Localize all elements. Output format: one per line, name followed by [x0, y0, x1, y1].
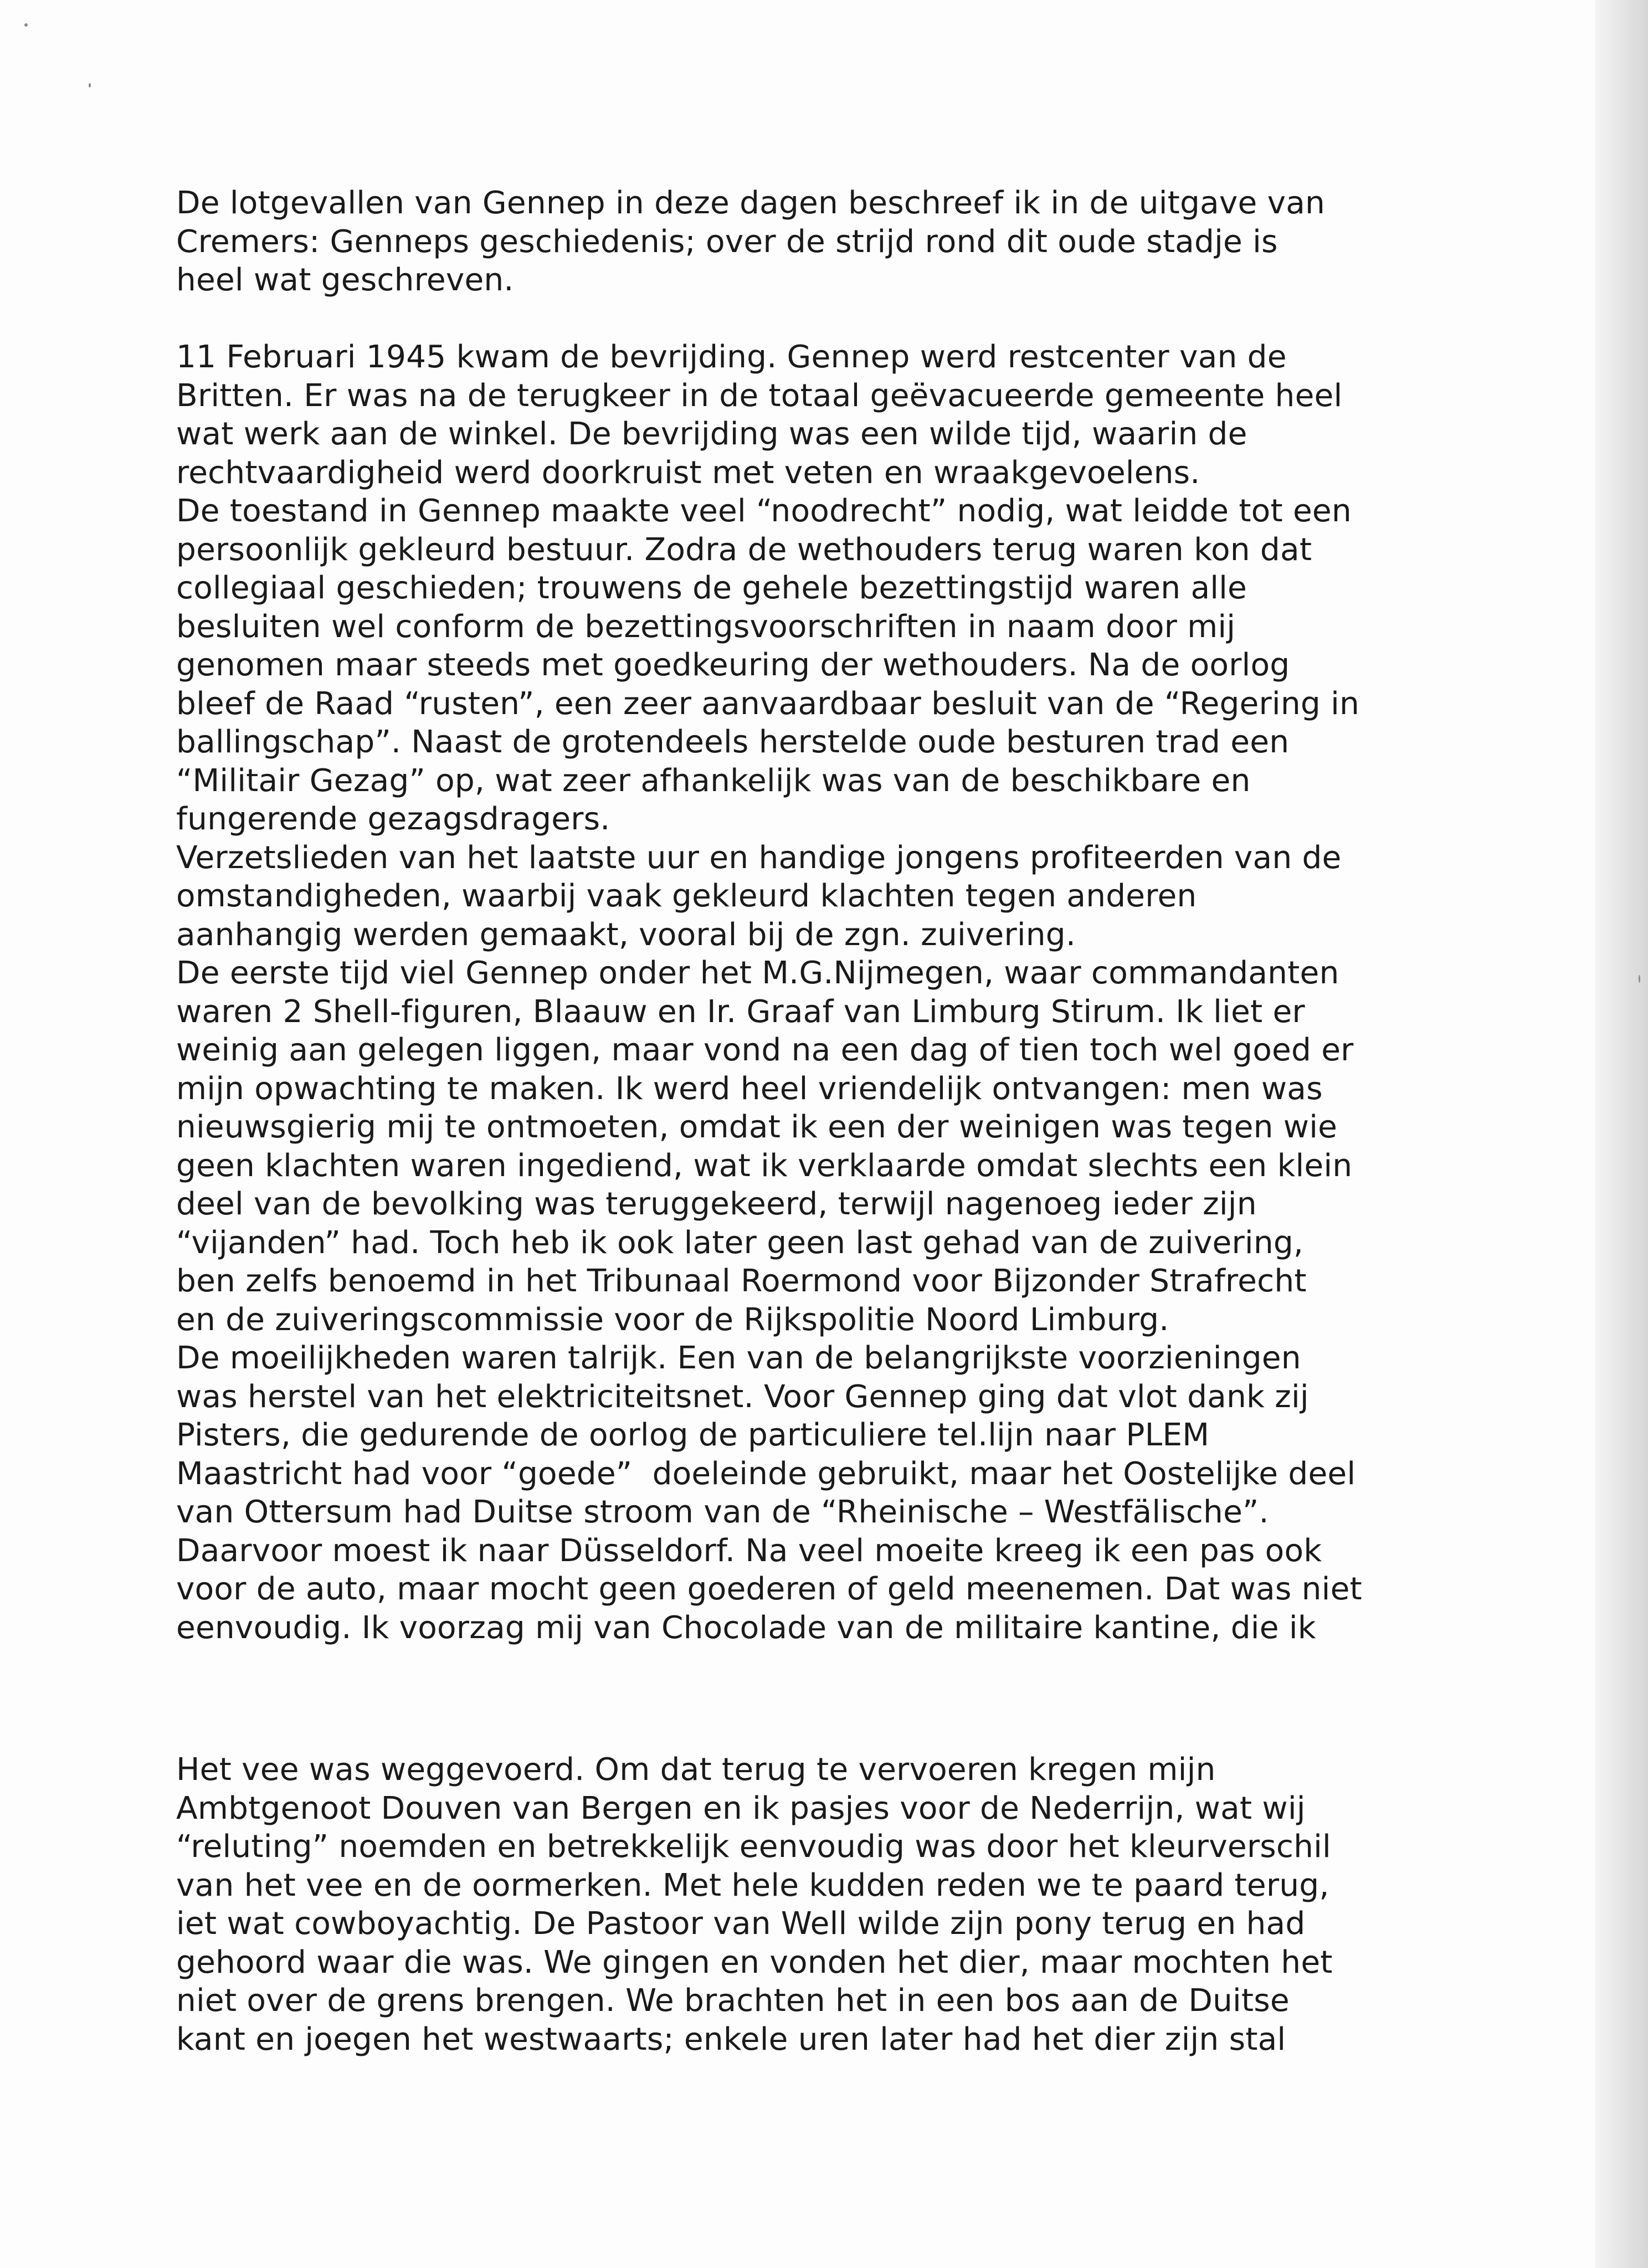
text-line: fungerende gezagsdragers.	[176, 801, 610, 837]
text-line: eenvoudig. Ik voorzag mij van Chocolade van de militaire kantine, die ik	[176, 1609, 1316, 1646]
text-line: Cremers: Genneps geschiedenis; over de strijd rond dit oude stadje is	[176, 223, 1278, 260]
text-line: kant en joegen het westwaarts; enkele uren later had het dier zijn stal	[176, 2021, 1286, 2057]
text-line: 11 Februari 1945 kwam de bevrijding. Gennep werd restcenter van de	[176, 339, 1287, 375]
paragraph-3	[176, 1751, 1439, 2059]
text-line: Maastricht had voor “goede” doeleinde gebruikt, maar het Oostelijke deel	[176, 1455, 1356, 1492]
text-line: “vijanden” had. Toch heb ik ook later geen last gehad van de zuivering,	[176, 1224, 1304, 1261]
text-line: De moeilijkheden waren talrijk. Een van de belangrijkste voorzieningen	[176, 1340, 1301, 1376]
text-line: voor de auto, maar mocht geen goederen of geld meenemen. Dat was niet	[176, 1571, 1362, 1607]
scanner-edge-shadow	[1595, 0, 1648, 2268]
text-line: van het vee en de oormerken. Met hele kudden reden we te paard terug,	[176, 1867, 1329, 1903]
text-line: en de zuiveringscommissie voor de Rijkspolitie Noord Limburg.	[176, 1301, 1169, 1338]
text-line: wat werk aan de winkel. De bevrijding was een wilde tijd, waarin de	[176, 416, 1247, 452]
text-line: mijn opwachting te maken. Ik werd heel vriendelijk ontvangen: men was	[176, 1070, 1323, 1107]
text-line: bleef de Raad “rusten”, een zeer aanvaardbaar besluit van de “Regering in	[176, 685, 1359, 722]
text-line: weinig aan gelegen liggen, maar vond na een dag of tien toch wel goed er	[176, 1032, 1354, 1068]
text-line: geen klachten waren ingediend, wat ik verklaarde omdat slechts een klein	[176, 1147, 1353, 1184]
text-line: Het vee was weggevoerd. Om dat terug te vervoeren kregen mijn	[176, 1752, 1216, 1788]
text-line: gehoord waar die was. We gingen en vonden het dier, maar mochten het	[176, 1944, 1333, 1980]
text-line: besluiten wel conform de bezettingsvoorschriften in naam door mij	[176, 608, 1236, 645]
scan-speck	[24, 23, 28, 27]
text-line: persoonlijk gekleurd bestuur. Zodra de wethouders terug waren kon dat	[176, 531, 1312, 568]
text-line: De lotgevallen van Gennep in deze dagen beschreef ik in de uitgave van	[176, 185, 1326, 221]
text-line: De toestand in Gennep maakte veel “noodrecht” nodig, wat leidde tot een	[176, 493, 1352, 529]
text-line: was herstel van het elektriciteitsnet. Voor Gennep ging dat vlot dank zij	[176, 1378, 1309, 1415]
text-line: collegiaal geschieden; trouwens de gehele bezettingstijd waren alle	[176, 570, 1247, 606]
text-line: ballingschap”. Naast de grotendeels herstelde oude besturen trad een	[176, 724, 1290, 760]
text-line: Ambtgenoot Douven van Bergen en ik pasjes voor de Nederrijn, wat wij	[176, 1790, 1306, 1826]
paragraph-2	[176, 338, 1439, 1647]
text-line: heel wat geschreven.	[176, 262, 514, 298]
text-line: Pisters, die gedurende de oorlog de particuliere tel.lijn naar PLEM	[176, 1417, 1210, 1453]
scan-speck	[1639, 975, 1640, 983]
text-line: “reluting” noemden en betrekkelijk eenvoudig was door het kleurverschil	[176, 1829, 1331, 1865]
text-line: genomen maar steeds met goedkeuring der wethouders. Na de oorlog	[176, 647, 1290, 683]
text-line: iet wat cowboyachtig. De Pastoor van Well wilde zijn pony terug en had	[176, 1906, 1306, 1942]
paragraph-1	[176, 184, 1439, 300]
text-line: omstandigheden, waarbij vaak gekleurd klachten tegen anderen	[176, 878, 1197, 914]
text-line: niet over de grens brengen. We brachten het in een bos aan de Duitse	[176, 1983, 1290, 2019]
scan-speck	[89, 83, 91, 88]
text-line: ben zelfs benoemd in het Tribunaal Roermond voor Bijzonder Strafrecht	[176, 1263, 1307, 1299]
text-line: rechtvaardigheid werd doorkruist met veten en wraakgevoelens.	[176, 454, 1200, 491]
text-line: Daarvoor moest ik naar Düsseldorf. Na veel moeite kreeg ik een pas ook	[176, 1532, 1322, 1569]
text-line: aanhangig werden gemaakt, vooral bij de zgn. zuivering.	[176, 916, 1076, 953]
text-line: Britten. Er was na de terugkeer in de totaal geëvacueerde gemeente heel	[176, 377, 1343, 414]
text-line: “Militair Gezag” op, wat zeer afhankelijk was van de beschikbare en	[176, 762, 1251, 799]
text-line: van Ottersum had Duitse stroom van de “Rheinische – Westfälische”.	[176, 1494, 1269, 1530]
text-line: nieuwsgierig mij te ontmoeten, omdat ik een der weinigen was tegen wie	[176, 1109, 1338, 1145]
text-line: waren 2 Shell-figuren, Blaauw en Ir. Graaf van Limburg Stirum. Ik liet er	[176, 993, 1305, 1030]
text-line: Verzetslieden van het laatste uur en handige jongens profiteerden van de	[176, 839, 1342, 876]
text-line: deel van de bevolking was teruggekeerd, terwijl nagenoeg ieder zijn	[176, 1186, 1257, 1222]
text-line: De eerste tijd viel Gennep onder het M.G.Nijmegen, waar commandanten	[176, 955, 1339, 991]
